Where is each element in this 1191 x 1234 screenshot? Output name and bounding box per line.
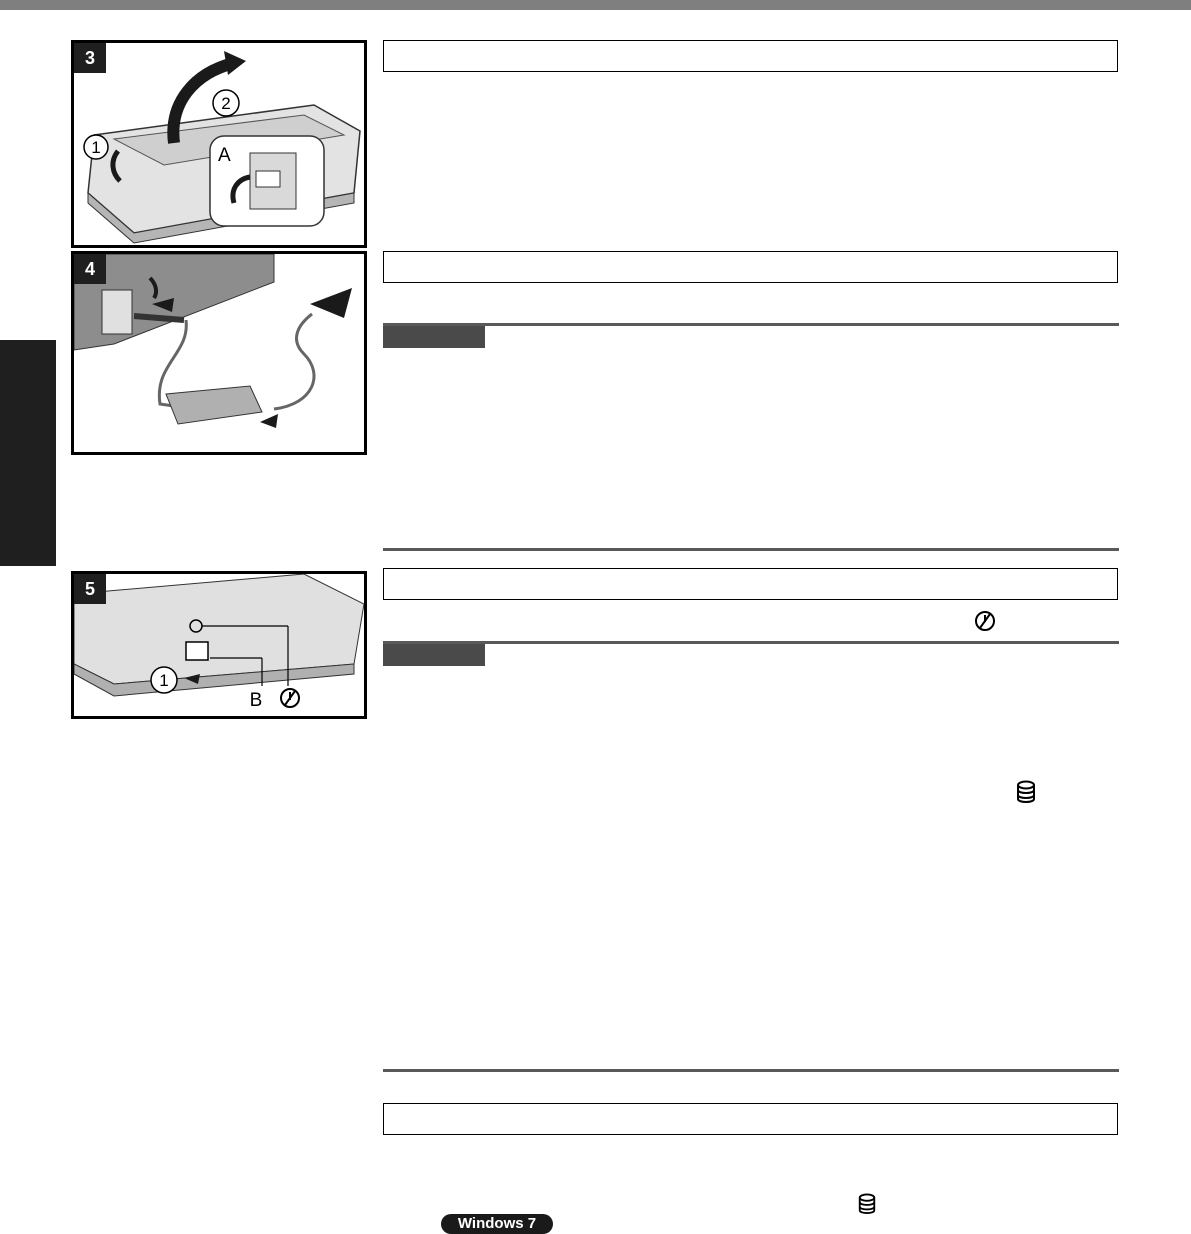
note-tab	[383, 326, 485, 348]
top-header-bar	[0, 0, 1191, 10]
callout-b: B	[249, 690, 263, 711]
section-side-tab	[0, 340, 56, 566]
drive-status-icon	[857, 1193, 877, 1215]
windows-7-badge: Windows 7	[441, 1214, 553, 1234]
heading-frame-step-4	[383, 251, 1118, 283]
callout-1: 1	[91, 138, 101, 157]
step-number-5: 5	[74, 574, 106, 604]
power-indicator-icon	[974, 610, 996, 632]
power-indicator-icon	[281, 689, 299, 707]
note-rule	[383, 641, 1119, 644]
figure-step-5	[71, 571, 367, 719]
heading-frame-step-3	[383, 40, 1118, 72]
section-rule	[383, 1069, 1119, 1072]
step-number-3: 3	[74, 43, 106, 73]
callout-2: 2	[221, 94, 231, 113]
drive-status-icon	[1015, 780, 1037, 804]
callout-1: 1	[159, 671, 169, 690]
callout-a: A	[218, 145, 231, 166]
figure-step-4	[71, 251, 367, 455]
section-rule	[383, 548, 1119, 551]
heading-frame-step-5	[383, 568, 1118, 600]
heading-frame-step-6	[383, 1103, 1118, 1135]
step-number-4: 4	[74, 254, 106, 284]
note-tab	[383, 644, 485, 666]
figure-step-3	[71, 40, 367, 248]
laptop-open-illustration	[74, 43, 364, 245]
note-rule	[383, 323, 1119, 326]
ac-adapter-illustration	[74, 254, 364, 452]
power-switch-illustration	[74, 574, 364, 716]
